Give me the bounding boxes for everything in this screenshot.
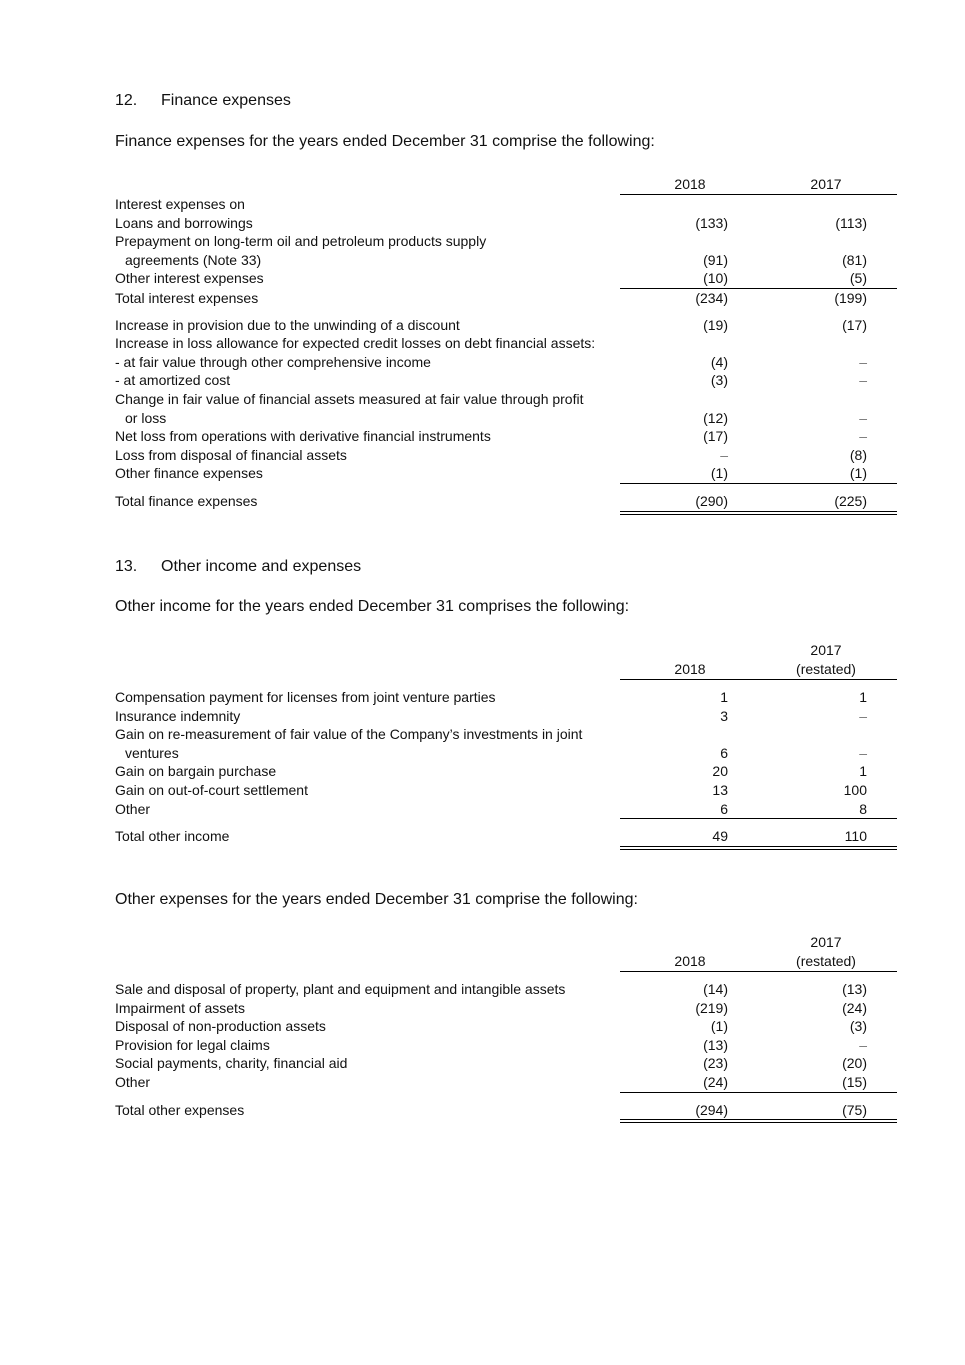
row-label: Sale and disposal of property, plant and equipment and intangible assets [115,981,566,997]
value-2017: – [859,353,867,370]
table-row [115,999,897,1018]
row-label: Other finance expenses [115,465,263,482]
row-label: Total other expenses [115,1101,245,1118]
total-double-rule [620,511,897,515]
finance-expenses-table [115,174,897,515]
value-2018: (4) [710,353,728,370]
row-label: agreements (Note 33) [125,251,262,268]
table-row [115,1054,897,1073]
row-label: Other interest expenses [115,270,264,287]
row-label: Provision for legal claims [115,1036,270,1053]
section-number: 12. [115,92,138,109]
value-2017: – [859,372,867,389]
col-2017-year: 2017 [810,934,842,950]
row-label: Gain on re-measurement of fair value of the Company’s investments in joint [115,726,583,743]
value-2018: 13 [712,781,728,798]
row-label: Insurance indemnity [115,707,241,724]
expenses-intro: Other expenses for the years ended December 31 comprise the following: [115,891,638,908]
spacer [115,308,897,316]
table-row-total [115,289,897,308]
total-double-rule [620,1119,897,1123]
table-row [115,427,897,446]
value-2018: (13) [703,1036,728,1053]
value-2017: (15) [842,1073,867,1090]
table-row [115,316,897,335]
section-13-heading [115,558,361,576]
value-2017: (20) [842,1055,867,1072]
row-label: Total other income [115,828,230,845]
table-header [115,931,897,971]
income-intro: Other income for the years ended December 31 comprises the following: [115,598,630,615]
value-2018: (24) [703,1073,728,1090]
value-2017: 110 [844,828,867,845]
table-row [115,464,897,483]
col-2017-header [760,933,892,971]
row-label: Gain on out-of-court settlement [115,781,308,798]
subtotal-rule [620,818,897,819]
subtotal-rule [620,1092,897,1093]
table-row-total [115,492,897,511]
col-2018-header: 2018 [674,176,706,192]
spacer [115,484,897,492]
value-2018: (17) [703,428,728,445]
value-2017: (225) [834,492,867,509]
row-label: Other [115,800,151,817]
value-2017: – [859,707,867,724]
row-label: Impairment of assets [115,999,245,1016]
value-2017: (75) [842,1101,867,1118]
value-2018: (290) [695,492,728,509]
header-rule [620,971,897,972]
row-label: ventures [125,744,179,761]
table-row [115,980,897,999]
row-label: Prepayment on long-term oil and petroleum products supply [115,233,487,250]
table-row [115,251,897,270]
other-expenses-table [115,931,897,1123]
value-2018: 6 [720,744,728,761]
row-label: Other [115,1073,151,1090]
other-income-table [115,639,897,850]
spacer [115,1093,897,1101]
value-2018: – [720,446,728,463]
table-row [115,762,897,781]
col-2017-note: (restated) [796,953,856,969]
value-2017: – [859,1036,867,1053]
table-row [115,409,897,428]
row-label: Loss from disposal of financial assets [115,446,347,463]
section-title: Finance expenses [161,92,291,109]
value-2017: (24) [842,999,867,1016]
table-row [115,371,897,390]
value-2017: (113) [835,214,867,231]
row-label: Change in fair value of financial assets measured at fair value through profit [115,390,584,407]
col-2017-note: (restated) [796,661,856,677]
row-label: - at fair value through other comprehensive income [115,353,431,370]
value-2018: 49 [712,828,728,845]
value-2017: (5) [849,270,867,287]
table-row [115,800,897,819]
table-row-total [115,1101,897,1120]
table-row [115,1017,897,1036]
value-2018: (1) [710,1018,728,1035]
table-row [115,353,897,372]
value-2018: (3) [710,372,728,389]
row-label: Total finance expenses [115,492,258,509]
value-2018: 20 [712,763,728,780]
value-2017: 8 [859,800,867,817]
col-2018-header: 2018 [674,953,706,969]
table-row [115,195,897,214]
value-2018: (219) [695,999,728,1016]
value-2017: (17) [842,316,867,333]
value-2018: (294) [695,1101,728,1118]
value-2017: (3) [849,1018,867,1035]
table-header [115,639,897,679]
table-row [115,446,897,465]
value-2018: (91) [703,251,728,268]
value-2017: 1 [859,689,867,705]
row-label: Social payments, charity, financial aid [115,1055,348,1072]
value-2017: (8) [849,446,867,463]
spacer [115,680,897,688]
table-row [115,232,897,251]
header-rule [620,679,897,680]
table-row [115,1036,897,1055]
row-label: Total interest expenses [115,289,259,306]
value-2017: (1) [849,465,867,482]
section-12-heading [115,92,291,110]
value-2018: (133) [695,214,728,231]
col-2017-year: 2017 [810,642,842,658]
col-2017-header [760,641,892,679]
value-2018: 6 [720,800,728,817]
value-2018: (10) [703,270,728,287]
row-label: Loans and borrowings [115,214,253,231]
value-2018: (14) [703,981,728,997]
value-2018: (1) [710,465,728,482]
row-label: Increase in provision due to the unwinding of a discount [115,316,460,333]
table-row [115,707,897,726]
table-row [115,781,897,800]
value-2017: – [859,744,867,761]
row-label: Net loss from operations with derivative financial instruments [115,428,491,445]
value-2017: 1 [859,763,867,780]
value-2017: (13) [842,981,867,997]
row-label: Increase in loss allowance for expected credit losses on debt financial assets: [115,335,596,352]
table-row [115,214,897,233]
section-number: 13. [115,558,138,575]
value-2017: (199) [834,289,867,306]
table-header [115,174,897,194]
table-row [115,744,897,763]
section-title: Other income and expenses [161,558,362,575]
row-label: Gain on bargain purchase [115,763,277,780]
finance-intro: Finance expenses for the years ended December 31 comprise the following: [115,133,655,150]
value-2018: (12) [703,409,728,426]
value-2018: (23) [703,1055,728,1072]
table-row [115,390,897,409]
col-2017-header: 2017 [810,176,842,192]
row-label: Compensation payment for licenses from joint venture parties [115,689,496,705]
table-row [115,688,897,707]
value-2018: (234) [695,289,728,306]
value-2018: (19) [703,316,728,333]
spacer [115,972,897,980]
value-2018: 3 [720,707,728,724]
subtotal-rule [620,483,897,484]
row-label: Disposal of non-production assets [115,1018,326,1035]
total-double-rule [620,846,897,850]
table-row [115,334,897,353]
table-row-total [115,827,897,846]
col-2018-header: 2018 [674,661,706,677]
spacer [115,819,897,827]
row-label: - at amortized cost [115,372,231,389]
value-2017: (81) [842,251,867,268]
table-row [115,1073,897,1092]
value-2017: – [859,428,867,445]
table-row [115,725,897,744]
row-label: or loss [125,409,167,426]
row-label: Interest expenses on [115,196,245,212]
table-row [115,269,897,288]
value-2017: 100 [843,781,867,798]
value-2017: – [859,409,867,426]
value-2018: 1 [720,689,728,705]
